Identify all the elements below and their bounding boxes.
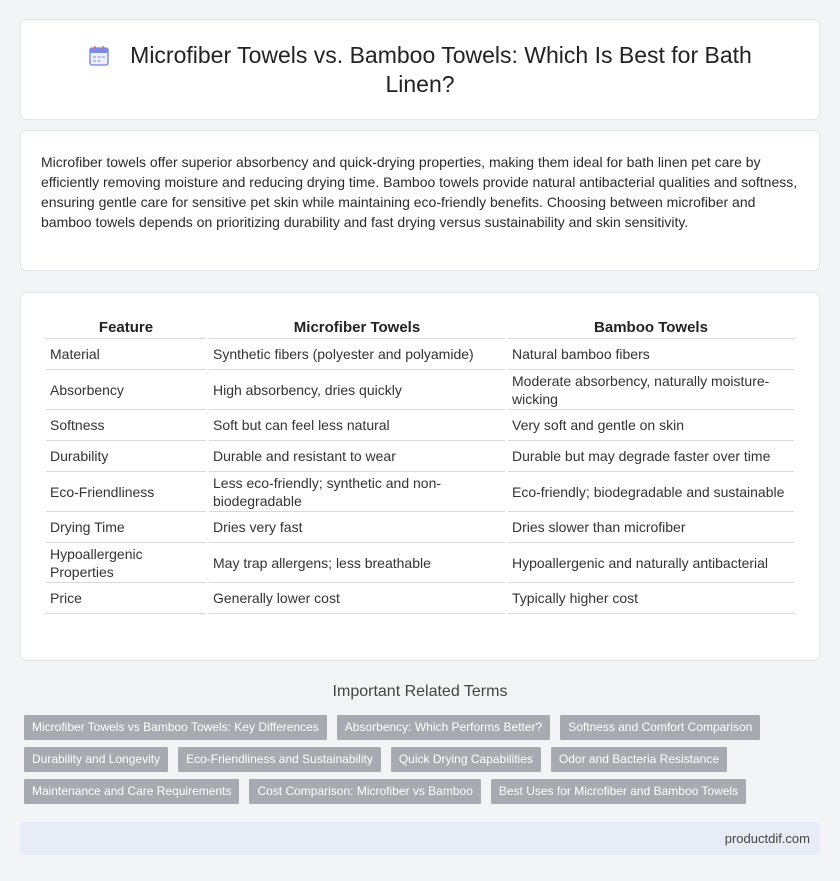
feature-cell: Material <box>46 339 206 370</box>
bamboo-cell: Durable but may degrade faster over time <box>508 441 794 472</box>
page-title-wrap <box>61 41 779 99</box>
page-title: Microfiber Towels vs. Bamboo Towels: Which Is Best for Bath Linen? <box>130 41 752 97</box>
table-row <box>46 543 794 583</box>
microfiber-cell: Generally lower cost <box>209 583 505 614</box>
bamboo-cell: Moderate absorbency, naturally moisture-wicking <box>508 370 794 410</box>
bamboo-cell: Dries slower than microfiber <box>508 512 794 543</box>
microfiber-cell: May trap allergens; less breathable <box>209 543 505 583</box>
bamboo-cell: Typically higher cost <box>508 583 794 614</box>
feature-cell: Softness <box>46 410 206 441</box>
bamboo-cell: Very soft and gentle on skin <box>508 410 794 441</box>
table-row <box>46 512 794 543</box>
header-card <box>20 19 820 120</box>
microfiber-cell: Soft but can feel less natural <box>209 410 505 441</box>
header-feature: Feature <box>46 317 206 339</box>
related-tag-quick-drying[interactable]: Quick Drying Capabilities <box>391 747 541 772</box>
related-terms-title: Important Related Terms <box>332 683 508 700</box>
microfiber-cell: High absorbency, dries quickly <box>209 370 505 410</box>
feature-cell: Eco-Friendliness <box>46 472 206 512</box>
related-tag-cost[interactable]: Cost Comparison: Microfiber vs Bamboo <box>249 779 480 804</box>
calendar-icon <box>88 45 110 67</box>
comparison-card <box>20 292 820 661</box>
intro-text: Microfiber towels offer superior absorbency and quick-drying properties, making them ideal for bath linen pet care by efficiently removing moisture and reducing drying time. Bamboo towels provide natural antibacterial qualities and softness, ensuring gentle care for sensitive pet skin while maintaining eco-friendly benefits. Choosing between microfiber and bamboo towels depends on prioritizing durability and fast drying versus sustainability and skin sensitivity. <box>41 154 798 230</box>
related-tag-absorbency[interactable]: Absorbency: Which Performs Better? <box>337 715 550 740</box>
related-tag-best-uses[interactable]: Best Uses for Microfiber and Bamboo Towels <box>491 779 746 804</box>
related-tag-softness[interactable]: Softness and Comfort Comparison <box>560 715 760 740</box>
bamboo-cell: Hypoallergenic and naturally antibacterial <box>508 543 794 583</box>
microfiber-cell: Durable and resistant to wear <box>209 441 505 472</box>
related-tag-eco-friendliness[interactable]: Eco-Friendliness and Sustainability <box>178 747 381 772</box>
feature-cell: Hypoallergenic Properties <box>46 543 206 583</box>
feature-cell: Drying Time <box>46 512 206 543</box>
bamboo-cell: Natural bamboo fibers <box>508 339 794 370</box>
table-row <box>46 583 794 614</box>
header-microfiber: Microfiber Towels <box>209 317 505 339</box>
feature-cell: Absorbency <box>46 370 206 410</box>
related-tag-key-differences[interactable]: Microfiber Towels vs Bamboo Towels: Key Differences <box>24 715 327 740</box>
comparison-table <box>43 317 797 614</box>
table-row <box>46 339 794 370</box>
intro-card <box>20 130 820 271</box>
table-row <box>46 472 794 512</box>
table-header-row <box>46 317 794 339</box>
footer <box>20 822 820 855</box>
table-row <box>46 441 794 472</box>
table-row <box>46 410 794 441</box>
footer-site-link[interactable]: productdif.com <box>724 831 810 846</box>
microfiber-cell: Dries very fast <box>209 512 505 543</box>
related-tag-durability[interactable]: Durability and Longevity <box>24 747 168 772</box>
table-row <box>46 370 794 410</box>
related-tags <box>21 715 820 811</box>
header-bamboo: Bamboo Towels <box>508 317 794 339</box>
feature-cell: Price <box>46 583 206 614</box>
microfiber-cell: Less eco-friendly; synthetic and non-biodegradable <box>209 472 505 512</box>
microfiber-cell: Synthetic fibers (polyester and polyamide) <box>209 339 505 370</box>
feature-cell: Durability <box>46 441 206 472</box>
bamboo-cell: Eco-friendly; biodegradable and sustainable <box>508 472 794 512</box>
related-tag-maintenance[interactable]: Maintenance and Care Requirements <box>24 779 239 804</box>
related-tag-odor-resistance[interactable]: Odor and Bacteria Resistance <box>551 747 727 772</box>
